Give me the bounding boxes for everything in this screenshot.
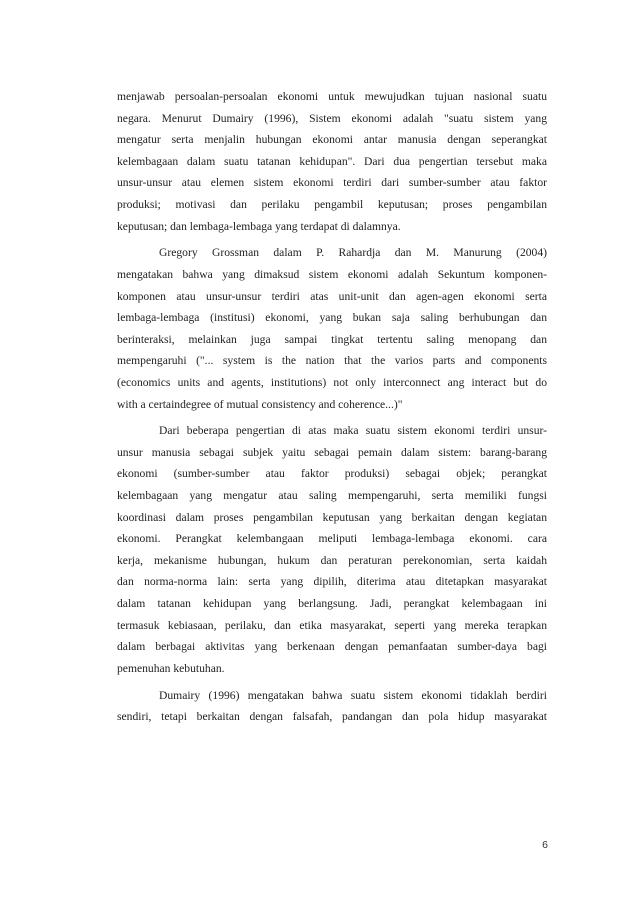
paragraph-2: [117, 242, 547, 415]
text-line: mempengaruhi ("... system is the nation that the varios parts and components: [117, 354, 547, 368]
text-line: Gregory Grossman dalam P. Rahardja dan M. Manurung (2004): [159, 246, 547, 260]
text-line: koordinasi dalam proses pengambilan keputusan yang berkaitan dengan kegiatan: [117, 510, 547, 524]
text-line: (economics units and agents, institutions) not only interconnect ang interact but do: [117, 375, 547, 389]
text-line: dalam tatanan kehidupan yang berlangsung. Jadi, perangkat kelembagaan ini: [117, 597, 547, 611]
text-line: dan norma-norma lain: serta yang dipilih, diterima atau ditetapkan masyarakat: [117, 575, 547, 589]
text-line: ekonomi. Perangkat kelembangaan meliputi lembaga-lembaga ekonomi. cara: [117, 532, 547, 546]
body-text: [117, 86, 547, 728]
text-line: berinteraksi, melainkan juga sampai tingkat tertentu saling menopang dan: [117, 332, 547, 346]
paragraph-4: [117, 685, 547, 728]
text-line: termasuk kebiasaan, perilaku, dan etika masyarakat, seperti yang mereka terapkan: [117, 618, 547, 632]
paragraph-3: [117, 420, 547, 679]
text-line: lembaga-lembaga (institusi) ekonomi, yang bukan saja saling berhubungan dan: [117, 311, 547, 325]
text-line: dalam berbagai aktivitas yang berkenaan dengan pemanfaatan sumber-daya bagi: [117, 640, 547, 654]
paragraph-1: [117, 86, 547, 237]
text-line: keputusan; dan lembaga-lembaga yang terdapat di dalamnya.: [117, 219, 401, 233]
text-line: mengatur serta menjalin hubungan ekonomi antar manusia dengan seperangkat: [117, 133, 547, 147]
page-number: 6: [542, 839, 548, 851]
text-line: sendiri, tetapi berkaitan dengan falsafah, pandangan dan pola hidup masyarakat: [117, 710, 547, 724]
text-line: kerja, mekanisme hubungan, hukum dan peraturan perekonomian, serta kaidah: [117, 553, 547, 567]
text-line: kelembagaan dalam suatu tatanan kehidupan". Dari dua pengertian tersebut maka: [117, 154, 547, 168]
text-line: menjawab persoalan-persoalan ekonomi untuk mewujudkan tujuan nasional suatu: [117, 90, 547, 103]
text-line: unsur manusia sebagai subjek yaitu sebagai pemain dalam sistem: barang-barang: [117, 445, 547, 459]
text-line: Dumairy (1996) mengatakan bahwa suatu sistem ekonomi tidaklah berdiri: [159, 688, 547, 702]
text-line: komponen atau unsur-unsur terdiri atas unit-unit dan agen-agen ekonomi serta: [117, 289, 547, 303]
text-line: ekonomi (sumber-sumber atau faktor produksi) sebagai objek; perangkat: [117, 467, 547, 481]
text-line: kelembagaan yang mengatur atau saling mempengaruhi, serta memiliki fungsi: [117, 489, 547, 503]
text-line: unsur-unsur atau elemen sistem ekonomi terdiri dari sumber-sumber atau faktor: [117, 176, 547, 190]
text-line: produksi; motivasi dan perilaku pengambil keputusan; proses pengambilan: [117, 197, 547, 211]
text-line: with a certaindegree of mutual consistency and coherence...)": [117, 397, 403, 411]
text-line: pemenuhan kebutuhan.: [117, 661, 225, 675]
text-line: mengatakan bahwa yang dimaksud sistem ekonomi adalah Sekuntum komponen-: [117, 267, 547, 281]
text-line: Dari beberapa pengertian di atas maka suatu sistem ekonomi terdiri unsur-: [159, 424, 547, 438]
text-line: negara. Menurut Dumairy (1996), Sistem ekonomi adalah "suatu sistem yang: [117, 111, 547, 125]
